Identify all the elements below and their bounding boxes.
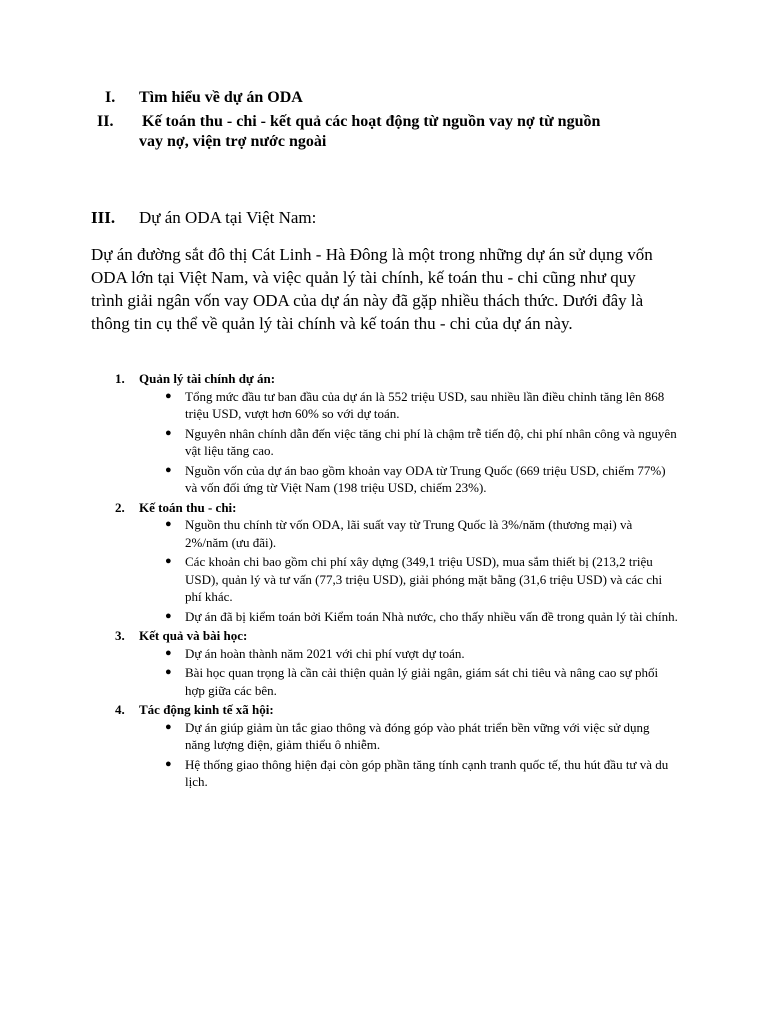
bullet-item — [139, 462, 678, 497]
section-title: Quản lý tài chính dự án: — [139, 371, 276, 386]
section-number: 4. — [115, 702, 125, 717]
bullet-list — [139, 388, 690, 497]
bullet-item — [139, 608, 678, 626]
bullet-dot-icon: ● — [165, 555, 172, 567]
heading-3 — [91, 208, 651, 230]
heading-3-number: III. — [91, 208, 116, 227]
bullet-dot-icon: ● — [165, 389, 172, 402]
section-title: Kết quả và bài học: — [139, 628, 248, 643]
bullet-dot-icon: ● — [165, 720, 172, 733]
bullet-dot-icon: ● — [165, 646, 172, 659]
heading-2-text — [139, 112, 667, 152]
bullet-item — [139, 425, 678, 460]
bullet-item — [139, 664, 678, 699]
bullet-dot-icon: ● — [165, 757, 172, 770]
bullet-dot-icon: ● — [165, 463, 172, 476]
bullet-item — [139, 645, 678, 663]
bullet-item — [139, 719, 678, 754]
bullet-dot-icon: ● — [165, 666, 172, 678]
bullet-item — [139, 553, 678, 606]
bullet-text: Các khoản chi bao gồm chi phí xây dựng (349,1 triệu USD), mua sắm thiết bị (213,2 triệu USD), quản lý và tư vấn (77,3 triệu USD), giải phóng mặt bằng (31,6 triệu USD) và các chi phí khác. — [185, 554, 663, 604]
heading-2-number: II. — [97, 113, 114, 130]
bullet-text: Bài học quan trọng là cần cải thiện quản lý giải ngân, giám sát chi tiêu và nâng cao sự phối hợp giữa các bên. — [185, 665, 659, 698]
section-item — [90, 627, 690, 699]
heading-2 — [97, 112, 677, 154]
heading-2-line-1: Kế toán thu - chi - kết quả các hoạt động từ nguồn vay nợ từ nguồn — [142, 113, 601, 130]
bullet-text: Dự án giúp giảm ùn tắc giao thông và đóng góp vào phát triển bền vững với việc sử dụng năng lượng điện, giảm thiểu ô nhiễm. — [185, 719, 650, 752]
bullet-text: Dự án hoàn thành năm 2021 với chi phí vượt dự toán. — [185, 645, 465, 661]
bullet-item — [139, 388, 678, 423]
intro-paragraph: Dự án đường sắt đô thị Cát Linh - Hà Đông là một trong những dự án sử dụng vốn ODA lớn tại Việt Nam, và việc quản lý tài chính, kế toán thu - chi cũng như quy trình giải ngân vốn vay ODA của dự án này đã gặp nhiều thách thức. Dưới đây là thông tin cụ thể về quản lý tài chính và kế toán thu - chi của dự án này. — [91, 245, 653, 333]
bullet-item — [139, 516, 678, 551]
bullet-item — [139, 756, 678, 791]
bullet-text: Hệ thống giao thông hiện đại còn góp phần tăng tính cạnh tranh quốc tế, thu hút đầu tư và du lịch. — [185, 756, 669, 789]
section-item — [90, 701, 690, 791]
section-title: Kế toán thu - chi: — [139, 499, 237, 515]
section-number: 2. — [115, 499, 125, 515]
bullet-text: Nguyên nhân chính dẫn đến việc tăng chi phí là chậm trễ tiến độ, chi phí nhân công và nguyên vật liệu tăng cao. — [185, 425, 677, 458]
bullet-text: Dự án đã bị kiểm toán bởi Kiểm toán Nhà nước, cho thấy nhiều vấn đề trong quản lý tài chính. — [185, 608, 678, 624]
bullet-list — [139, 516, 690, 625]
section-item — [90, 499, 690, 626]
section-title: Tác động kinh tế xã hội: — [139, 702, 274, 717]
heading-2-line-2: vay nợ, viện trợ nước ngoài — [139, 133, 327, 150]
bullet-dot-icon: ● — [165, 609, 172, 622]
bullet-list — [139, 645, 690, 700]
bullet-list — [139, 719, 690, 791]
bullet-text: Tổng mức đầu tư ban đầu của dự án là 552 triệu USD, sau nhiều lần điều chỉnh tăng lên 868 triệu USD, vượt hơn 60% so với dự toán. — [185, 388, 665, 421]
bullet-text: Nguồn thu chính từ vốn ODA, lãi suất vay từ Trung Quốc là 3%/năm (thương mại) và 2%/năm (ưu đãi). — [185, 517, 633, 550]
bullet-dot-icon: ● — [165, 426, 172, 439]
heading-3-text: Dự án ODA tại Việt Nam: — [139, 208, 317, 227]
heading-1-number: I. — [105, 89, 116, 106]
section-number: 3. — [115, 628, 125, 643]
section-item — [90, 370, 690, 497]
section-number: 1. — [115, 371, 125, 386]
section-list — [90, 370, 690, 793]
bullet-dot-icon: ● — [165, 518, 172, 530]
bullet-text: Nguồn vốn của dự án bao gồm khoản vay ODA từ Trung Quốc (669 triệu USD, chiếm 77%) và vốn đối ứng từ Việt Nam (198 triệu USD, chiếm 23%). — [185, 462, 666, 495]
heading-1-text: Tìm hiểu về dự án ODA — [139, 89, 303, 106]
heading-1 — [105, 88, 685, 108]
